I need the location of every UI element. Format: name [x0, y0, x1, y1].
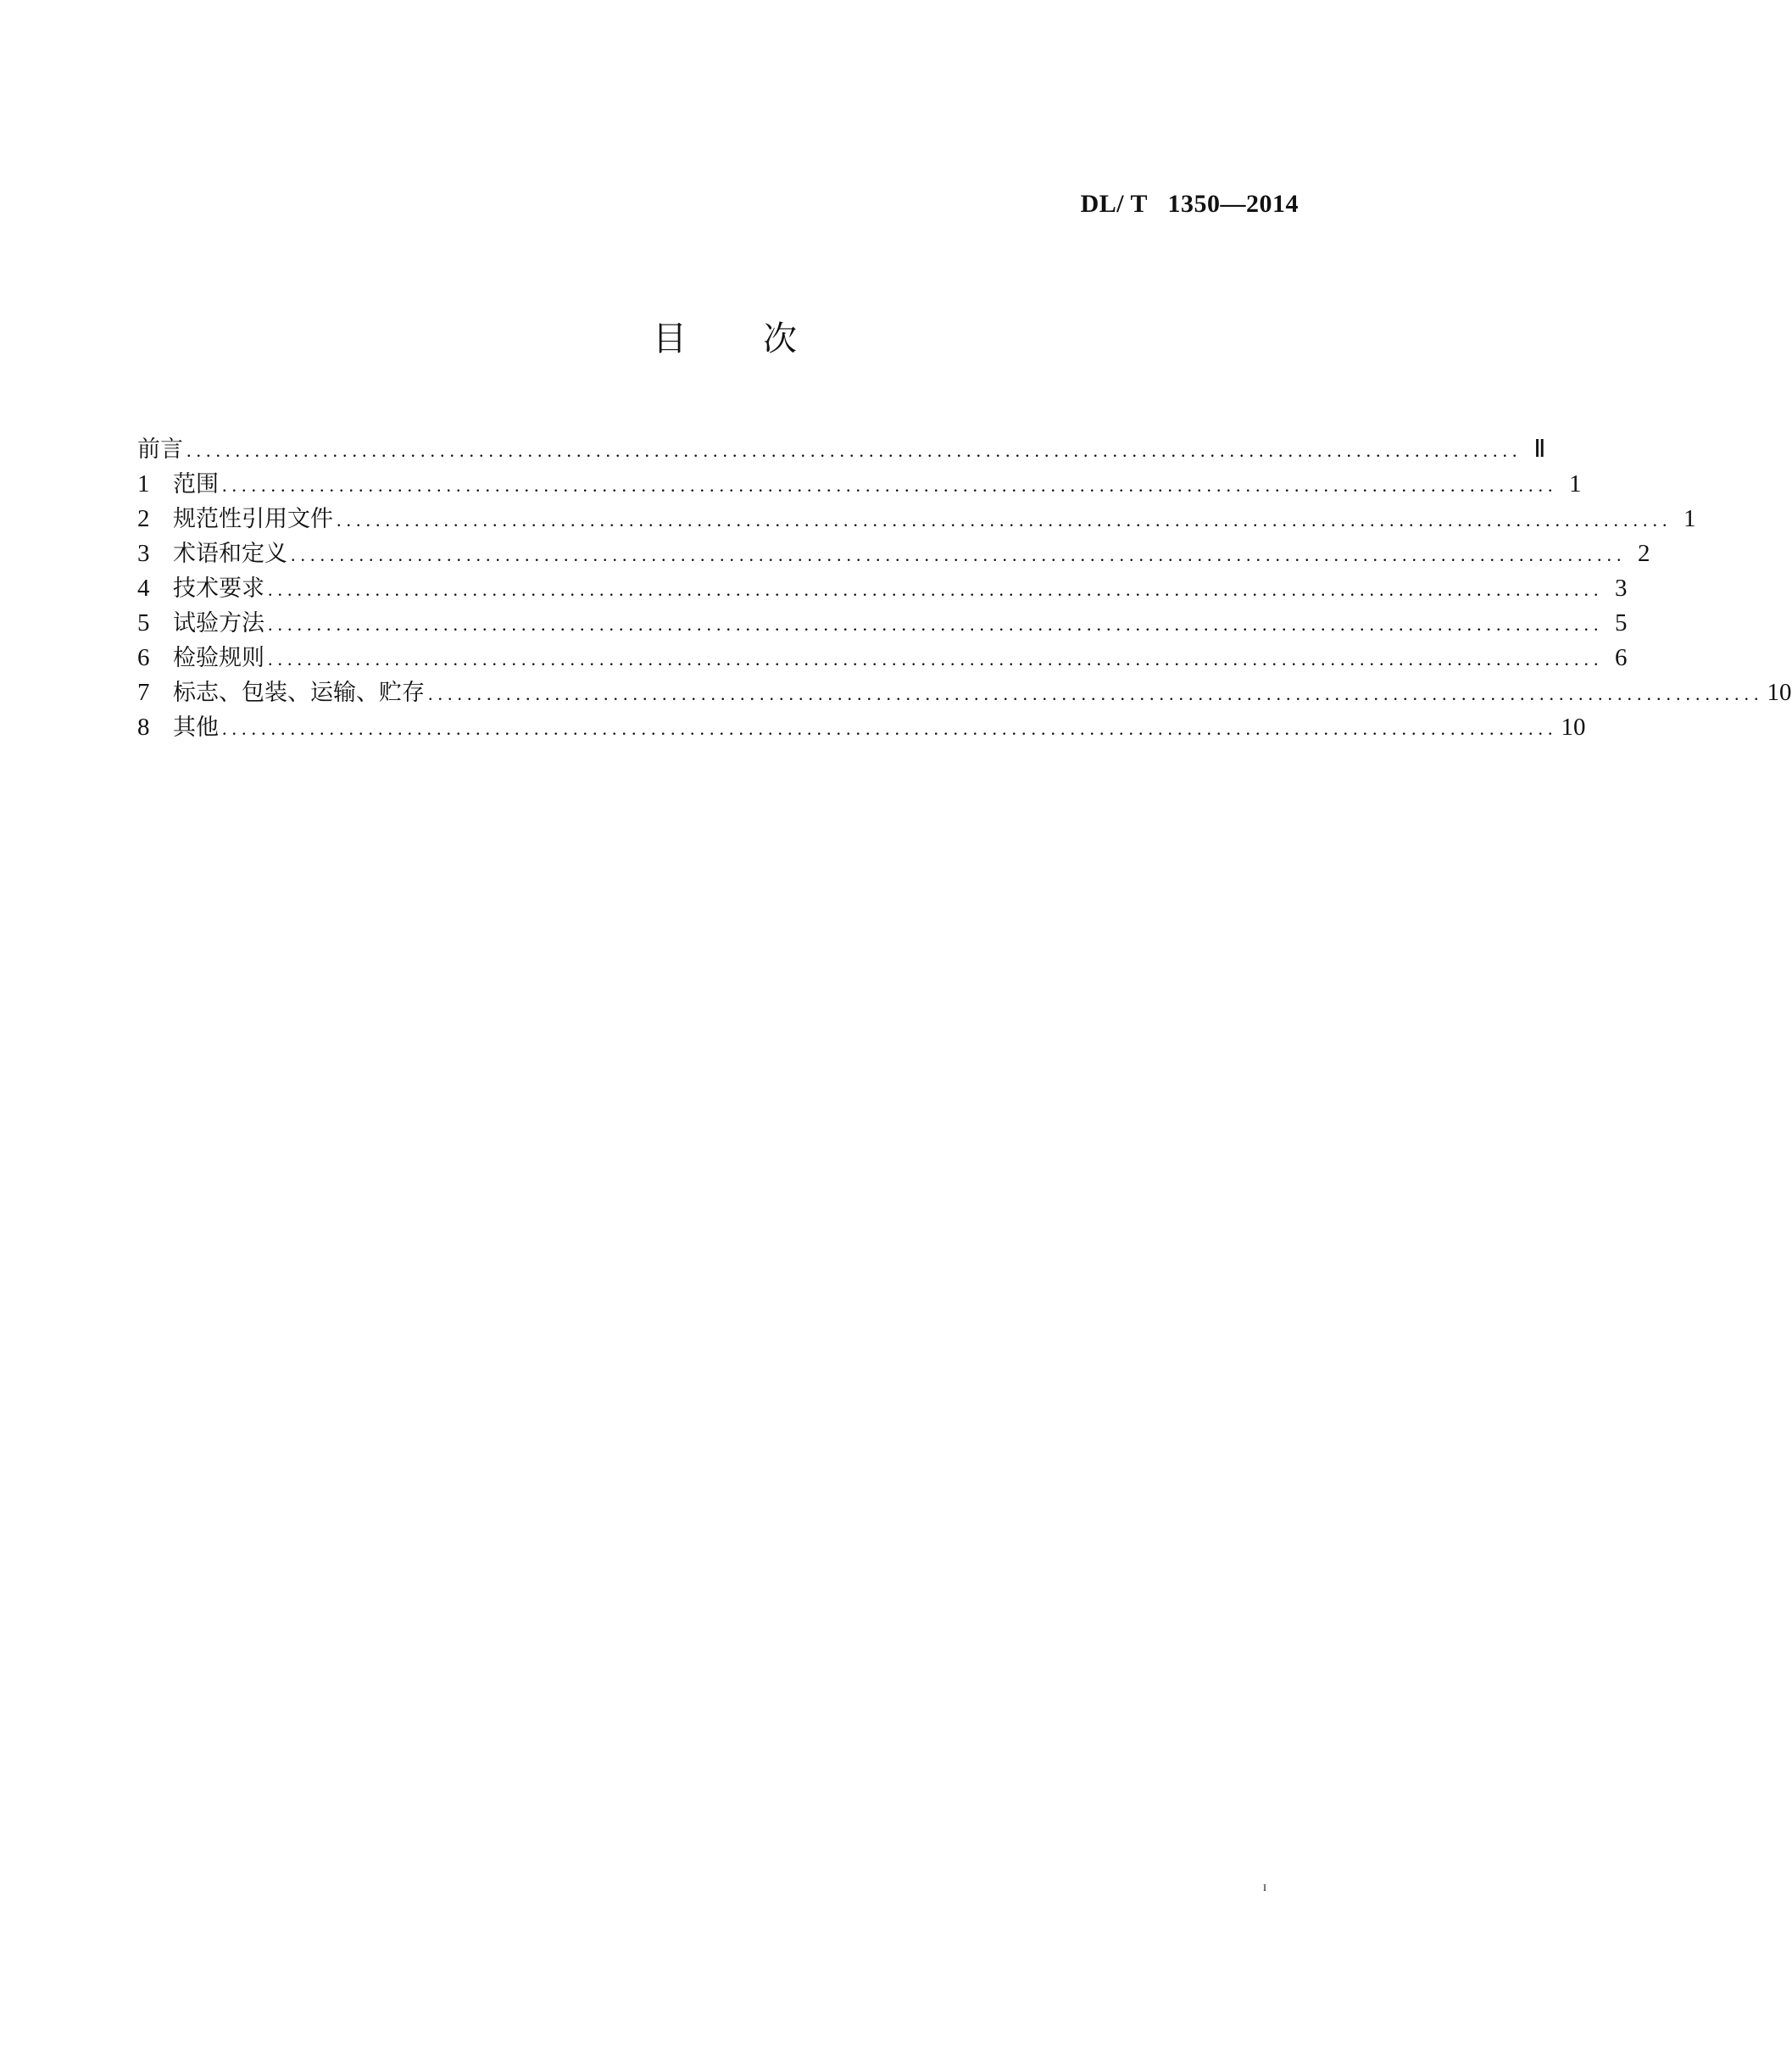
toc-entry-7[interactable]	[137, 675, 1792, 710]
toc-entry-page: Ⅱ	[1533, 436, 1546, 463]
toc-leader-dots: .........................................................................................................................................	[222, 475, 1558, 496]
page-title	[0, 312, 1450, 360]
toc-entry-page: 5	[1615, 609, 1628, 636]
toc-entry-2[interactable]	[137, 502, 1696, 536]
toc-entry-label: 规范性引用文件	[173, 506, 333, 532]
toc-entry-number: 4	[137, 575, 150, 602]
toc-entry-label: 前言	[137, 436, 183, 463]
toc-entry-page: 6	[1615, 644, 1628, 671]
toc-leader-dots: .........................................................................................................................................	[428, 683, 1764, 704]
page-number: I	[1263, 1881, 1266, 1893]
toc-entry-number: 8	[137, 714, 150, 741]
toc-leader-dots: .........................................................................................................................................	[268, 614, 1604, 635]
toc-entry-6[interactable]	[137, 641, 1628, 675]
toc-leader-dots: .........................................................................................................................................	[291, 544, 1627, 565]
toc-entry-page: 1	[1683, 505, 1696, 532]
toc-entry-number: 3	[137, 540, 150, 567]
toc-entry-1[interactable]	[137, 467, 1582, 502]
toc-entry-label: 试验方法	[173, 610, 264, 636]
toc-leader-dots: .........................................................................................................................................	[186, 440, 1522, 461]
toc-entry-number: 2	[137, 505, 150, 532]
toc-entry-page: 10	[1561, 714, 1586, 741]
toc-entry-number: 7	[137, 679, 150, 706]
toc-leader-dots: .........................................................................................................................................	[222, 718, 1558, 739]
toc-entry-foreword[interactable]	[137, 432, 1546, 467]
toc-entry-number: 6	[137, 644, 150, 671]
toc-entry-4[interactable]	[137, 571, 1628, 606]
toc-leader-dots: .........................................................................................................................................	[337, 509, 1672, 531]
toc-entry-label: 范围	[173, 471, 219, 497]
toc-leader-dots: .........................................................................................................................................	[268, 648, 1604, 670]
toc-entry-page: 2	[1638, 540, 1650, 567]
toc-entry-label: 术语和定义	[173, 541, 287, 567]
table-of-contents	[137, 432, 1792, 745]
standard-code: DL/ T 1350—2014	[1080, 190, 1299, 218]
toc-entry-number: 1	[137, 470, 150, 497]
toc-entry-label: 标志、包装、运输、贮存	[173, 680, 425, 706]
toc-entry-label: 技术要求	[173, 575, 264, 602]
toc-entry-label: 其他	[173, 714, 219, 741]
toc-leader-dots: .........................................................................................................................................	[268, 579, 1604, 600]
toc-entry-5[interactable]	[137, 606, 1628, 641]
toc-entry-page: 1	[1569, 470, 1582, 497]
title-char-2: 次	[763, 320, 797, 359]
toc-entry-page: 3	[1615, 575, 1628, 602]
toc-entry-8[interactable]	[137, 710, 1586, 745]
toc-entry-number: 5	[137, 609, 150, 636]
toc-entry-3[interactable]	[137, 536, 1650, 571]
toc-entry-label: 检验规则	[173, 645, 264, 671]
toc-entry-page: 10	[1767, 679, 1792, 706]
title-char-1: 目	[653, 320, 687, 359]
